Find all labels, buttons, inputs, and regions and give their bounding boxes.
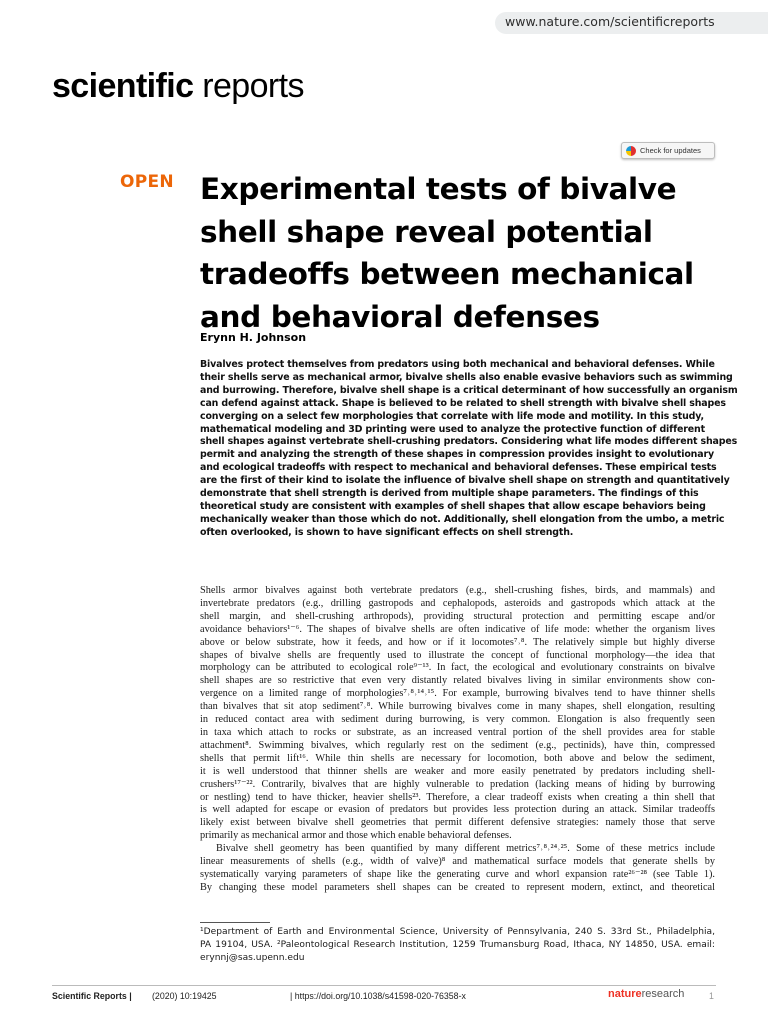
body-line: likely exist between bivalve shell geometries that permit different defensive strategies: namely those that serve bbox=[200, 817, 715, 829]
body-line: systematically varying parameters of shape like the generating curve and whorl expansion rate²⁶⁻²⁸ (see Table 1). bbox=[200, 868, 715, 880]
abstract-line: mathematical modeling and 3D printing were used to analyze the protective function of different bbox=[200, 423, 705, 435]
journal-logo-light: reports bbox=[193, 67, 304, 105]
body-line: shell margin, and shell-crushing arthropods), providing structural protection and permitting escape and/or bbox=[200, 610, 715, 622]
title-line: shell shape reveal potential bbox=[200, 214, 653, 249]
body-line: Shells armor bivalves against both vertebrate predators (e.g., shell-crushing fishes, birds, and mammals) and bbox=[200, 585, 715, 596]
abstract bbox=[200, 359, 738, 540]
journal-logo bbox=[52, 66, 304, 106]
body-line: attachment⁸. Swimming bivalves, which regularly rest on the sediment (e.g., pectinids), have thin, compressed bbox=[200, 739, 715, 751]
footer-journal: Scientific Reports | bbox=[52, 991, 132, 1001]
footnote-divider bbox=[200, 922, 270, 923]
body-line: above or below substrate, how it feeds, and how or if it locomotes⁷˒⁸. The relatively simple but highly diverse bbox=[200, 636, 715, 648]
abstract-line: are the first of their kind to isolate the influence of bivalve shell shape on strength and quantitatively bbox=[200, 475, 730, 487]
title-line: and behavioral defenses bbox=[200, 299, 600, 334]
abstract-line: and burrowing. Therefore, bivalve shell shape is a critical determinant of how successfully an organism bbox=[200, 384, 738, 396]
article-title bbox=[200, 168, 694, 338]
abstract-line: mechanically weaker than those which do not. Additionally, shell elongation from the umbo, a metric bbox=[200, 513, 725, 525]
abstract-line: theoretical study are consistent with examples of shell shapes that allow escape behaviors being bbox=[200, 500, 706, 512]
brand-research: research bbox=[641, 988, 685, 1000]
body-line: invertebrate predators (e.g., drilling gastropods and cephalopods, asteroids and gastropods which attack at the bbox=[200, 597, 715, 609]
body-line: it is well understood that thinner shells are weaker and more easily penetrated by predators including shell- bbox=[200, 765, 715, 777]
body-line: morphology can be attributed to ecological role⁹⁻¹³. In fact, the ecological and evolutionary constraints on bivalve bbox=[200, 662, 715, 674]
abstract-line: converging on a select few morphologies that correlate with life mode and motility. In this study, bbox=[200, 410, 704, 422]
abstract-line: Bivalves protect themselves from predators using both mechanical and behavioral defenses. While bbox=[200, 359, 715, 370]
title-line: tradeoffs between mechanical bbox=[200, 257, 694, 291]
body-line: in taxa which attach to rocks or substrate, as an increased ventral portion of the shell provides area for stable bbox=[200, 726, 715, 738]
abstract-line: permit and analyzing the strength of these shapes in compression provides insight to evolutionary bbox=[200, 449, 714, 461]
abstract-line: shell shapes against vertebrate shell-crushing predators. Considering what life modes different shapes bbox=[200, 436, 738, 448]
footer-divider bbox=[52, 985, 716, 986]
body-line: shapes of bivalve shells are frequently used to illustrate the concept of functional morphology—the idea that bbox=[200, 649, 715, 661]
body-line: or nestling) tend to have thicker, heavier shells²³. Therefore, a clear tradeoff exists when creating a thin shell that bbox=[200, 791, 715, 803]
abstract-line: their shells serve as mechanical armor, bivalve shells also enable evasive behaviors such as swimming bbox=[200, 371, 733, 383]
footer-year-volume: (2020) 10:19425 bbox=[152, 991, 217, 1001]
footer-doi-link[interactable]: | https://doi.org/10.1038/s41598-020-76358-x bbox=[290, 991, 466, 1001]
open-access-label: OPEN bbox=[120, 172, 174, 192]
body-line: avoidance behaviors¹⁻⁶. The shapes of bivalve shells are often indicative of life mode: whether the organism lives bbox=[200, 623, 715, 635]
body-line: linear measurements of shells (e.g., width of valve)⁸ and mathematical surface models that generate shells by bbox=[200, 856, 715, 868]
check-for-updates-button[interactable] bbox=[621, 142, 715, 159]
nature-research-logo bbox=[608, 988, 684, 1000]
body-line: primarily as mechanical armor and those which enable behavioral defenses. bbox=[200, 830, 512, 842]
brand-nature: nature bbox=[608, 988, 642, 1000]
journal-logo-bold: scientific bbox=[52, 67, 194, 105]
body-text bbox=[200, 585, 715, 895]
body-line: is well adapted for escape or evasion of predators but provides less protection during an attack. Similar tradeoffs bbox=[200, 804, 715, 816]
body-line: shells that permit lift¹⁶. While thin shells are necessary for locomotion, both above and below the sediment, bbox=[200, 752, 715, 764]
page-number: 1 bbox=[709, 991, 714, 1001]
author-email[interactable]: erynnj@sas.upenn.edu bbox=[200, 953, 305, 963]
abstract-line: demonstrate that shell strength is derived from multiple shape parameters. The findings of this bbox=[200, 488, 699, 500]
check-for-updates-label: Check for updates bbox=[640, 146, 701, 155]
affiliation-line: PA 19104, USA. ²Paleontological Research Institution, 1259 Trumansburg Road, Ithaca, NY 14850, USA. email: bbox=[200, 940, 715, 950]
journal-url[interactable]: www.nature.com/scientificreports bbox=[505, 14, 715, 29]
title-line: Experimental tests of bivalve bbox=[200, 172, 677, 206]
body-line: in reduced contact area with sediment during burrowing, is very common. Elongation is also frequently seen bbox=[200, 714, 715, 726]
body-line: By changing these model parameters shell shapes can be created to represent modern, extinct, and theoretical bbox=[200, 881, 715, 893]
body-line: crushers¹⁷⁻²². Contrarily, bivalves that are highly vulnerable to predation (lacking means of hiding by burrowing bbox=[200, 778, 715, 790]
affiliation-line: ¹Department of Earth and Environmental Science, University of Pennsylvania, 240 S. 33rd St., Philadelphia, bbox=[200, 927, 715, 937]
body-line: vergence on a limited range of morphologies⁷˒⁸˒¹⁴˒¹⁵. For example, burrowing bivalves tend to have thinner shells bbox=[200, 688, 715, 700]
crossmark-icon bbox=[626, 146, 636, 156]
body-line: shell shapes are so restrictive that even very distantly related bivalves living in similar environments show con- bbox=[200, 675, 715, 687]
body-line: Bivalve shell geometry has been quantified by many different metrics⁷˒⁸˒²⁴˒²⁵. Some of these metrics include bbox=[216, 843, 715, 855]
body-line: than bivalves that sit atop sediment⁷˒⁸. While burrowing bivalves come in many shapes, shell elongation, resulting bbox=[200, 701, 715, 713]
abstract-line: can defend against attack. Shape is believed to be related to shell strength with bivalve shell shapes bbox=[200, 397, 726, 409]
affiliations bbox=[200, 926, 715, 965]
author-name: Erynn H. Johnson bbox=[200, 331, 307, 344]
abstract-line: and ecological tradeoffs with respect to mechanical and behavioral defenses. These empirical tests bbox=[200, 462, 717, 474]
abstract-line: often overlooked, is shown to have significant effects on shell strength. bbox=[200, 526, 574, 538]
